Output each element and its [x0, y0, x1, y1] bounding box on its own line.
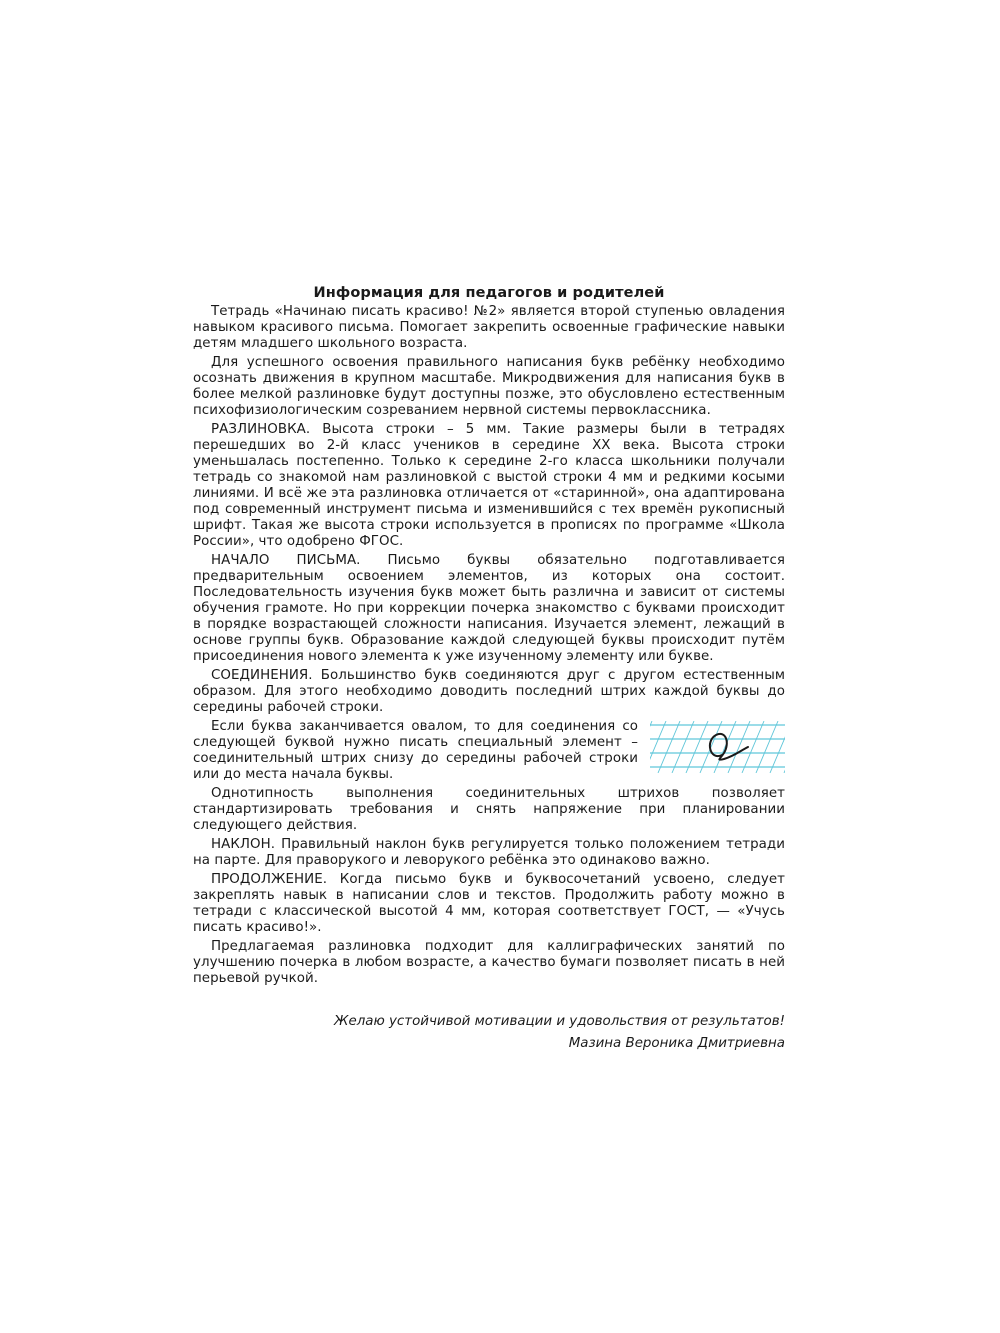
document-content: [193, 284, 785, 1055]
handwriting-oval-connector-icon: [650, 721, 785, 773]
ruling-slant-line: [714, 721, 736, 773]
paragraph-ruling: РАЗЛИНОВКА. Высота строки – 5 мм. Такие размеры были в тетрадях перешедших во 2-й класс учеников в середине XX века. Высота строки уменьшалась постепенно. Только к середине 2-го класса школьники получали тетрадь со знакомой нам разлиновкой с выстой строки 4 мм и редкими косыми линиями. И всё же эта разлиновка отличается от «старинной», она адаптирована под современный инструмент письма и изменившийся с тех времён рукописный шрифт. Такая же высота строки используется в прописях по программе «Школа России», что одобрено ФГОС.: [193, 422, 785, 549]
ruling-slant-line: [784, 721, 785, 773]
author-name: Мазина Вероника Дмитриевна: [568, 1036, 785, 1051]
paragraph-connections: СОЕДИНЕНИЯ. Большинство букв соединяются друг с другом естественным образом. Для этого необходимо доводить последний штрих каждой буквы до середины рабочей строки.: [193, 668, 785, 715]
connection-example-row: [193, 719, 785, 783]
ruling-slant-line: [770, 721, 785, 773]
paragraph-slant: НАКЛОН. Правильный наклон букв регулируется только положением тетради на парте. Для праворукого и леворукого ребёнка это одинаково важно.: [193, 837, 785, 868]
paragraph-intro: Тетрадь «Начинаю писать красиво! №2» является второй ступенью овладения навыком красивого письма. Помогает закрепить освоенные графические навыки детям младшего школьного возраста.: [193, 304, 785, 351]
ruling-slant-line: [700, 721, 722, 773]
ruling-slant-line: [650, 721, 666, 773]
ruling-slant-line: [686, 721, 708, 773]
paragraph-motivation: Для успешного освоения правильного написания букв ребёнку необходимо осознать движения в крупном масштабе. Микродвижения для написания букв в более мелкой разлиновке будут доступны позже, это обусловлено естественным психофизиологическим созреванием нервной системы первоклассника.: [193, 355, 785, 418]
paragraph-suggestion: Предлагаемая разлиновка подходит для каллиграфических занятий по улучшению почерка в любом возрасте, а качество бумаги позволяет писать в ней перьевой ручкой.: [193, 939, 785, 986]
paragraph-oval-ending: Если буква заканчивается овалом, то для соединения со следующей буквой нужно писать специальный элемент – соединительный штрих снизу до середины рабочей строки или до места начала буквы.: [193, 719, 638, 782]
ruling-slant-line: [650, 721, 652, 773]
paragraph-start-writing: НАЧАЛО ПИСЬМА. Письмо буквы обязательно подготавливается предварительным освоением элементов, из которых она состоит. Последовательность изучения букв может быть различна и зависит от системы обучения грамоте. Но при коррекции почерка знакомство с буквами происходит в порядке возрастающей сложности написания. Изучается элемент, лежащий в основе группы букв. Образование каждой следующей буквы происходит путём присоединения нового элемента к уже изученному элементу или букве.: [193, 553, 785, 664]
paragraph-continuation: ПРОДОЛЖЕНИЕ. Когда письмо букв и буквосочетаний усвоено, следует закреплять навык в написании слов и текстов. Продолжить работу можно в тетради с классической высотой 4 мм, которая соответствует ГОСТ, — «Учусь писать красиво!».: [193, 872, 785, 935]
ruling-slant-line: [756, 721, 778, 773]
closing-block: [193, 1011, 785, 1055]
paragraph-uniformity: Однотипность выполнения соединительных штрихов позволяет стандартизировать требования и снять напряжение при планировании следующего действия.: [193, 786, 785, 833]
page-title: Информация для педагогов и родителей: [313, 285, 665, 301]
ruling-slant-line: [742, 721, 764, 773]
closing-wish: Желаю устойчивой мотивации и удовольствия от результатов!: [334, 1014, 785, 1029]
ruling-slant-line: [672, 721, 694, 773]
ruling-slant-line: [658, 721, 680, 773]
